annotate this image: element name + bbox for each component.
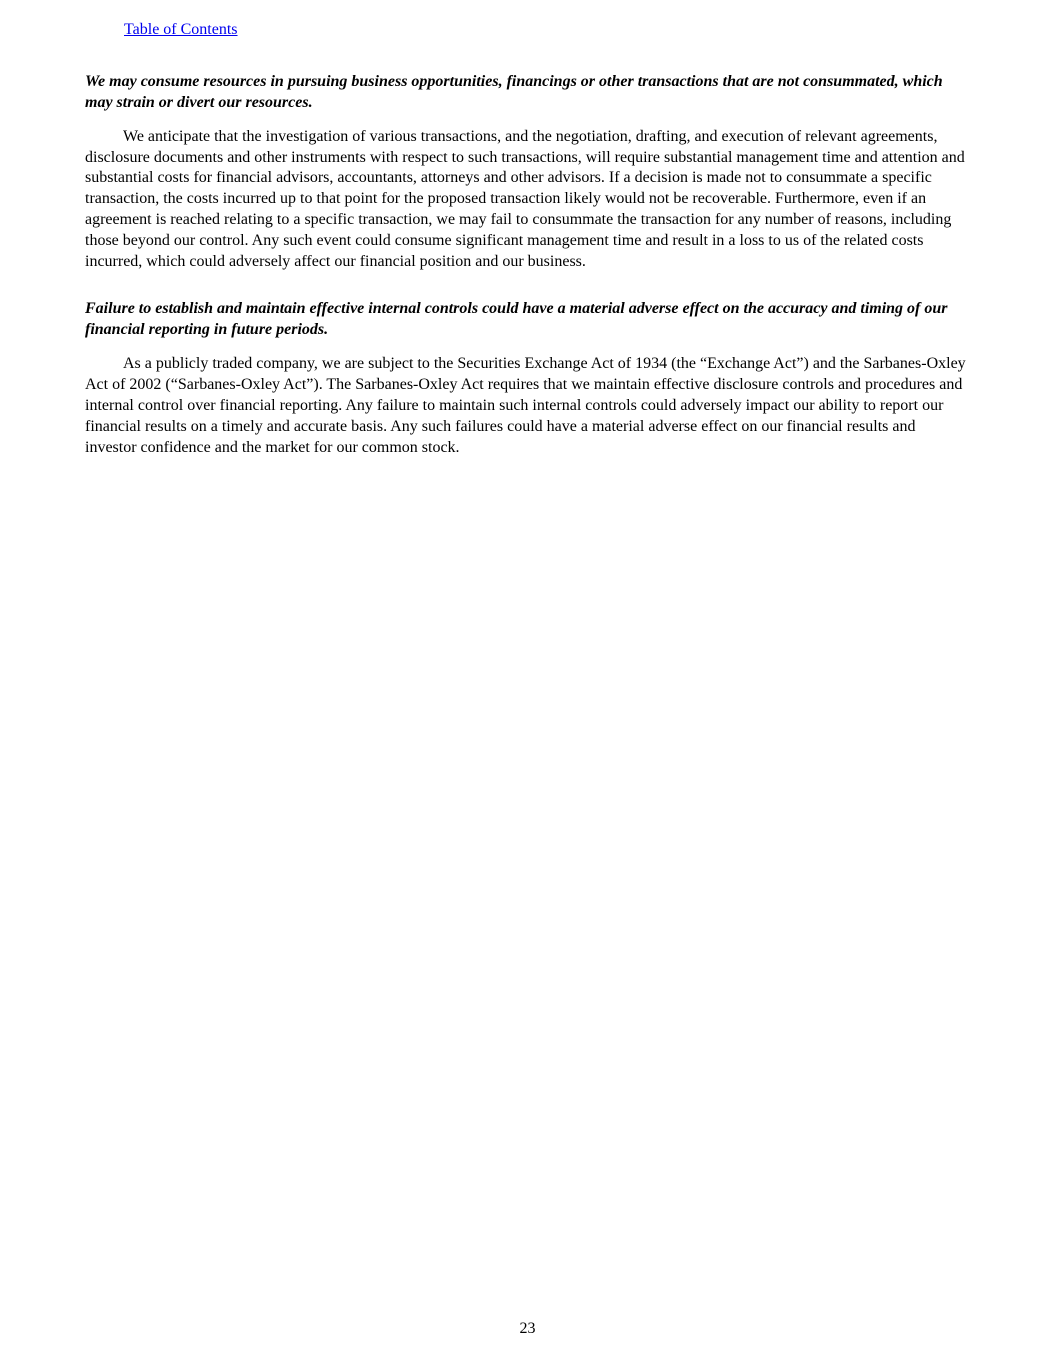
risk-factor-heading-internal-controls: Failure to establish and maintain effective internal controls could have a material adverse effect on the accuracy and timing of our financial reporting in future periods. (85, 300, 948, 339)
risk-factor-paragraph-consume-resources: We anticipate that the investigation of various transactions, and the negotiation, drafting, and execution of relevant agreements, disclosure documents and other instruments with respect to such transactions, will require substantial management time and attention and substantial costs for financial advisors, accountants, attorneys and other advisors. If a decision is made not to consummate a specific transaction, the costs incurred up to that point for the proposed transaction likely would not be recoverable. Furthermore, even if an agreement is reached relating to a specific transaction, we may fail to consummate the transaction for any number of reasons, including those beyond our control. Any such event could consume significant management time and result in a loss to us of the related costs incurred, which could adversely affect our financial position and our business. (85, 127, 965, 270)
toc-row (124, 20, 968, 41)
page-number: 23 (519, 1320, 536, 1337)
document-content (85, 20, 968, 458)
risk-factor-paragraph-internal-controls: As a publicly traded company, we are subject to the Securities Exchange Act of 1934 (the “Exchange Act”) and the Sarbanes-Oxley Act of 2002 (“Sarbanes-Oxley Act”). The Sarbanes-Oxley Act requires that we maintain effective disclosure controls and procedures and internal control over financial reporting. Any failure to maintain such internal controls could adversely impact our ability to report our financial results on a timely and accurate basis. Any such failures could have a material adverse effect on our financial results and investor confidence and the market for our common stock. (85, 355, 966, 456)
table-of-contents-link[interactable]: Table of Contents (124, 21, 238, 38)
risk-factor-heading-consume-resources: We may consume resources in pursuing business opportunities, financings or other transactions that are not consummated, which may strain or divert our resources. (85, 72, 943, 111)
